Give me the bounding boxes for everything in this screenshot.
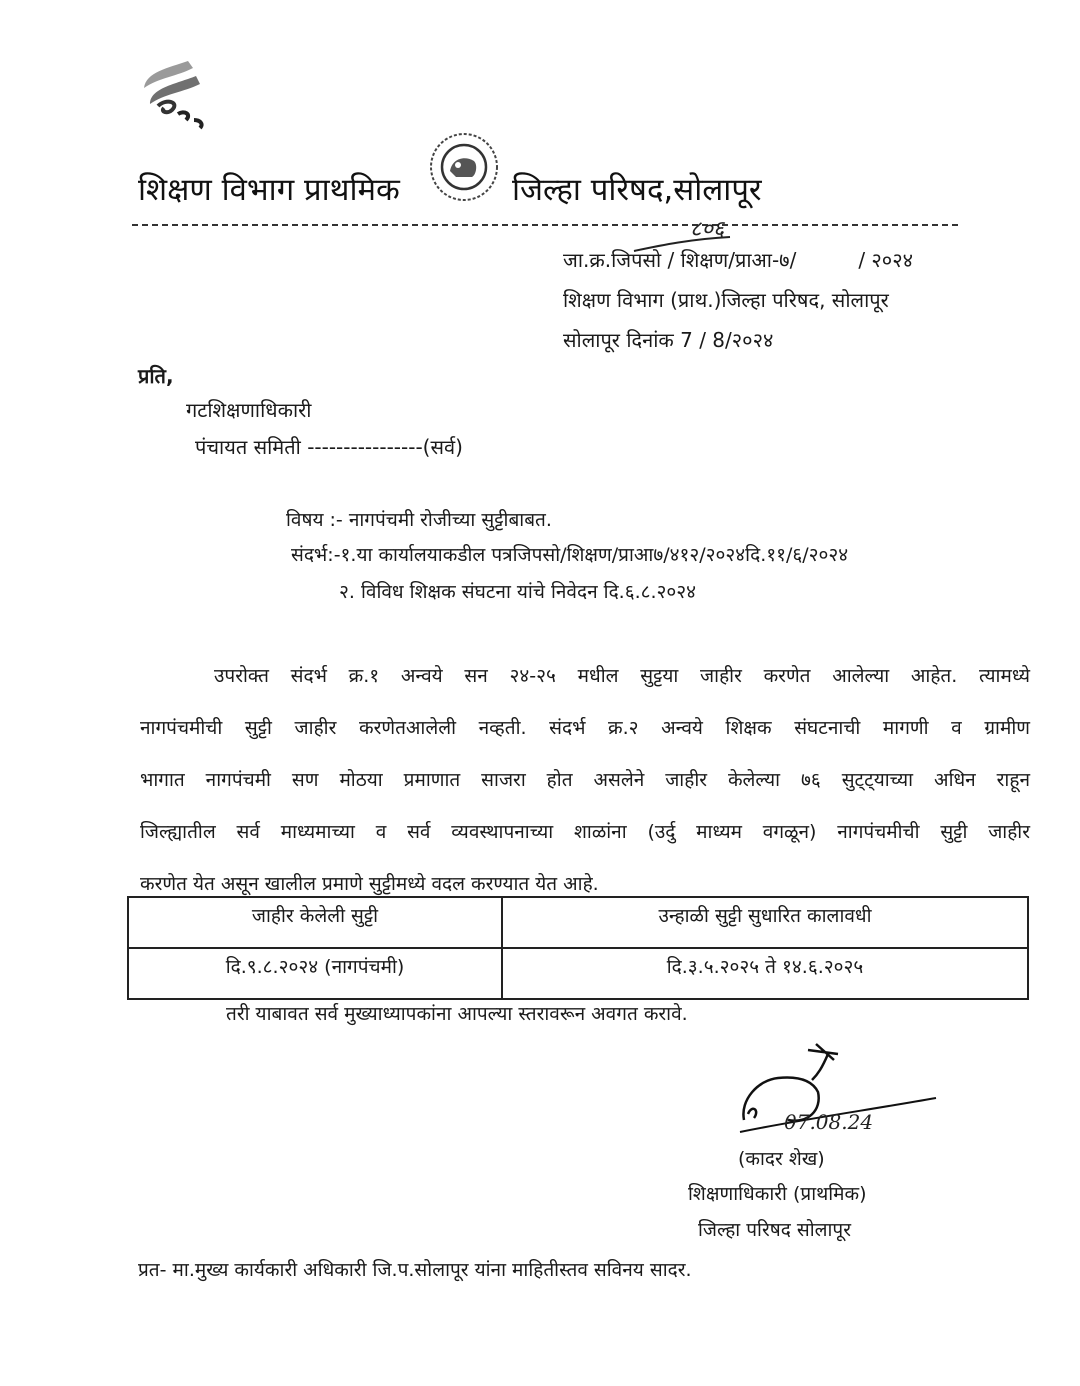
signatory-title: शिक्षणाधिकारी (प्राथमिक) <box>688 1183 867 1205</box>
swoosh-logo-icon <box>138 58 213 130</box>
body-line: उपरोक्त संदर्भ क्र.१ अन्वये सन २४-२५ मधील सुट्टया जाहीर करणेत आलेल्या आहेत. त्यामध्ये <box>214 665 1030 687</box>
letter-date: सोलापूर दिनांक 7 / 8/२०२४ <box>563 328 774 352</box>
table-row <box>128 948 1028 999</box>
district-title: जिल्हा परिषद,सोलापूर <box>512 172 762 208</box>
office-line: शिक्षण विभाग (प्राथ.)जिल्हा परिषद, सोलापूर <box>563 288 889 312</box>
department-title: शिक्षण विभाग प्राथमिक <box>138 172 400 208</box>
cell-declared-holiday: दि.९.८.२०२४ (नागपंचमी) <box>128 948 502 999</box>
body-paragraph <box>140 650 1030 910</box>
holiday-change-table <box>127 896 1029 1000</box>
reference-2: २. विविध शिक्षक संघटना यांचे निवेदन दि.६.८.२०२४ <box>339 581 697 603</box>
outward-number-line <box>563 240 913 280</box>
handwritten-slash-stroke <box>632 235 732 253</box>
header-divider <box>132 224 958 226</box>
reference-block <box>563 240 913 360</box>
signature-date: 07.08.24 <box>784 1110 874 1134</box>
handwritten-outward-number: ८०६ <box>690 217 725 242</box>
body-line: नागपंचमीची सुट्टी जाहीर करणेतआलेली नव्हती. संदर्भ क्र.२ अन्वये शिक्षक संघटनाची मागणी व ग्रामीण <box>140 717 1030 739</box>
reference-1: संदर्भ:-१.या कार्यालयाकडील पत्रजिपसो/शिक्षण/प्राआ७/४१२/२०२४दि.११/६/२०२४ <box>291 544 849 566</box>
signatory-name: (कादर शेख) <box>738 1148 825 1170</box>
zilla-parishad-seal-icon <box>428 131 500 203</box>
salutation-to: प्रति, <box>138 364 174 388</box>
copy-to-line: प्रत- मा.मुख्य कार्यकारी अधिकारी जि.प.सोलापूर यांना माहितीस्तव सविनय सादर. <box>138 1259 692 1281</box>
recipient-designation: गटशिक्षणाधिकारी <box>186 398 312 422</box>
cell-revised-period: दि.३.५.२०२५ ते १४.६.२०२५ <box>502 948 1028 999</box>
body-line: जिल्ह्यातील सर्व माध्यमाच्या व सर्व व्यवस्थापनाच्या शाळांना (उर्दु माध्यम वगळून) नागपंचमीची सुट्टी जाहीर <box>140 821 1030 843</box>
body-line: भागात नागपंचमी सण मोठया प्रमाणात साजरा होत असलेने जाहीर केलेल्या ७६ सुट्ट्याच्या अधिन राहून <box>140 769 1030 791</box>
signatory-office: जिल्हा परिषद सोलापूर <box>698 1219 851 1241</box>
body-line: करणेत येत असून खालील प्रमाणे सुट्टीमध्ये वदल करण्यात येत आहे. <box>140 873 599 895</box>
outward-year: / २०२४ <box>858 248 914 272</box>
table-header-row <box>128 897 1028 948</box>
closing-instruction: तरी याबावत सर्व मुख्याध्यापकांना आपल्या स्तरावरून अवगत करावे. <box>226 1003 688 1025</box>
outward-number: जा.क्र.जिपसो / शिक्षण/प्राआ-७/ <box>563 248 797 272</box>
header-declared-holiday: जाहीर केलेली सुट्टी <box>128 897 502 948</box>
subject-line: विषय :- नागपंचमी रोजीच्या सुट्टीबाबत. <box>286 509 552 531</box>
header-revised-summer-vacation: उन्हाळी सुट्टी सुधारित कालावधी <box>502 897 1028 948</box>
recipient-office: पंचायत समिती ----------------(सर्व) <box>195 435 463 459</box>
